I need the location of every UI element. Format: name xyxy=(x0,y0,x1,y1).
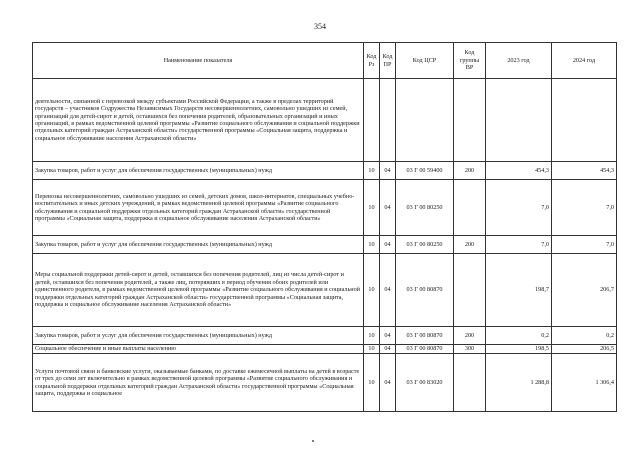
header-pr: Код ПР xyxy=(380,43,396,79)
page-number: 354 xyxy=(314,22,326,31)
cell-csr: 03 Г 00 80870 xyxy=(396,327,454,345)
cell-vr: 200 xyxy=(454,327,486,345)
budget-table xyxy=(32,42,617,412)
cell-pr xyxy=(380,79,396,162)
cell-pr: 04 xyxy=(380,180,396,236)
cell-vr xyxy=(454,354,486,412)
header-csr: Код ЦСР xyxy=(396,43,454,79)
cell-rz: 10 xyxy=(364,327,380,345)
table-row xyxy=(33,254,617,327)
cell-vr: 200 xyxy=(454,162,486,180)
cell-2024: 454,3 xyxy=(552,162,617,180)
cell-pr: 04 xyxy=(380,327,396,345)
cell-2023: 198,5 xyxy=(486,345,552,354)
cell-2024: 1 306,4 xyxy=(552,354,617,412)
table-row xyxy=(33,354,617,412)
cell-pr: 04 xyxy=(380,254,396,327)
cell-2024: 206,7 xyxy=(552,254,617,327)
cell-rz xyxy=(364,79,380,162)
cell-pr: 04 xyxy=(380,345,396,354)
header-rz: Код Рз xyxy=(364,43,380,79)
cell-2023: 0,2 xyxy=(486,327,552,345)
scan-dot xyxy=(312,440,314,442)
table-row xyxy=(33,236,617,254)
cell-2024: 206,5 xyxy=(552,345,617,354)
table-row xyxy=(33,345,617,354)
cell-csr: 03 Г 00 80250 xyxy=(396,180,454,236)
table-row xyxy=(33,162,617,180)
cell-rz: 10 xyxy=(364,180,380,236)
cell-vr: 200 xyxy=(454,236,486,254)
cell-2023: 454,3 xyxy=(486,162,552,180)
cell-csr: 03 Г 00 80870 xyxy=(396,254,454,327)
table-row xyxy=(33,180,617,236)
table-row xyxy=(33,79,617,162)
cell-rz: 10 xyxy=(364,162,380,180)
table-row xyxy=(33,327,617,345)
cell-rz: 10 xyxy=(364,354,380,412)
cell-csr: 03 Г 00 80870 xyxy=(396,345,454,354)
cell-2023 xyxy=(486,79,552,162)
cell-csr: 03 Г 00 80250 xyxy=(396,236,454,254)
cell-name: Услуги почтовой связи и банковские услуги, оказываемые банками, по доставке ежемесячной выплаты на детей в возрасте от трех до семи лет включительно в рамках ведомственной целевой программы «Развитие социального обслуживания и социальной поддержки отдельных категорий граждан Астраханской области» государственной программы «Социальная защита, поддержка и социальное xyxy=(33,354,364,412)
cell-2023: 1 288,8 xyxy=(486,354,552,412)
cell-csr xyxy=(396,79,454,162)
cell-name: Закупка товаров, работ и услуг для обеспечения государственных (муниципальных) нужд xyxy=(33,327,364,345)
header-2023: 2023 год xyxy=(486,43,552,79)
cell-pr: 04 xyxy=(380,236,396,254)
cell-vr xyxy=(454,180,486,236)
cell-2023: 198,7 xyxy=(486,254,552,327)
table-header-row xyxy=(33,43,617,79)
cell-csr: 03 Г 00 59400 xyxy=(396,162,454,180)
cell-2024 xyxy=(552,79,617,162)
cell-vr: 300 xyxy=(454,345,486,354)
cell-2024: 7,0 xyxy=(552,236,617,254)
cell-pr: 04 xyxy=(380,354,396,412)
cell-name: Социальное обеспечение и иные выплаты населению xyxy=(33,345,364,354)
header-name: Наименование показателя xyxy=(33,43,364,79)
cell-csr: 03 Г 00 83020 xyxy=(396,354,454,412)
cell-name: Перевозка несовершеннолетних, самовольно ушедших из семей, детских домов, школ-интернатов, специальных учебно-воспитательных и иных детских учреждений, в рамках ведомственной целевой программы «Развитие социального обслуживания и социальной поддержки отдельных категорий граждан Астраханской области» государственной программы «Социальная защита, поддержка и социальное обслуживание населения Астраханской области» xyxy=(33,180,364,236)
cell-2023: 7,0 xyxy=(486,180,552,236)
cell-rz: 10 xyxy=(364,236,380,254)
cell-vr xyxy=(454,79,486,162)
cell-name: Закупка товаров, работ и услуг для обеспечения государственных (муниципальных) нужд xyxy=(33,236,364,254)
cell-vr xyxy=(454,254,486,327)
cell-2024: 7,0 xyxy=(552,180,617,236)
cell-2024: 0,2 xyxy=(552,327,617,345)
cell-name: Меры социальной поддержки детей-сирот и детей, оставшихся без попечения родителей, лиц из числа детей-сирот и детей, оставшихся без попечения родителей, а также лиц, потерявших в период обучения обоих родителей или единственного родителя, в рамках ведомственной целевой программы «Развитие социального обслуживания и социальной поддержки отдельных категорий граждан Астраханской области» государственной программы «Социальная защита, поддержка и социальное обслуживание населения Астраханской области» xyxy=(33,254,364,327)
cell-rz: 10 xyxy=(364,345,380,354)
cell-name: деятельности, связанной с перевозкой между субъектами Российской Федерации, а также в пределах территорий государств – участников Содружества Независимых Государств несовершеннолетних, самовольно ушедших из семей, организаций для детей-сирот и детей, оставшихся без попечения родителей, образовательных организаций и иных организаций, в рамках ведомственной целевой программы «Развитие социального обслуживания и социальной поддержки отдельных категорий граждан Астраханской области» государственной программы «Социальная защита, поддержка и социальное обслуживание населения Астраханской области» xyxy=(33,79,364,162)
cell-pr: 04 xyxy=(380,162,396,180)
cell-rz: 10 xyxy=(364,254,380,327)
header-vr: Код группы ВР xyxy=(454,43,486,79)
cell-2023: 7,0 xyxy=(486,236,552,254)
cell-name: Закупка товаров, работ и услуг для обеспечения государственных (муниципальных) нужд xyxy=(33,162,364,180)
header-2024: 2024 год xyxy=(552,43,617,79)
